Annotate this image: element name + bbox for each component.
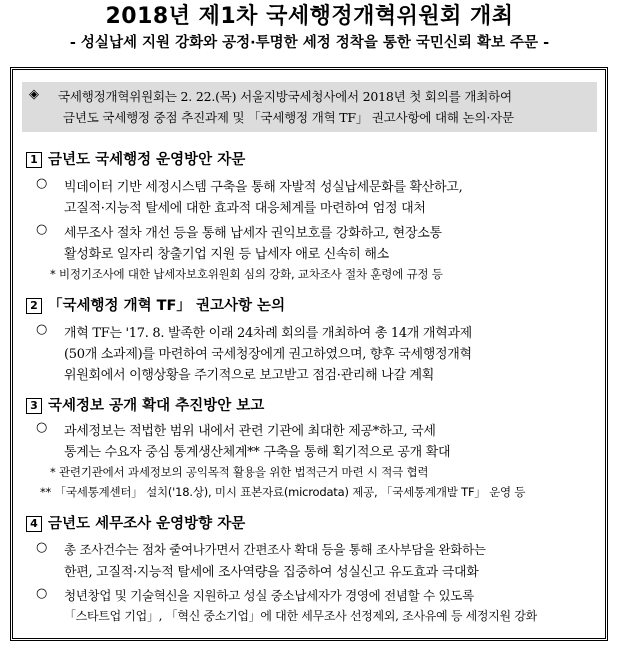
section-title: 국세정보 공개 확대 추진방안 보고 — [48, 398, 265, 414]
section-1-heading — [26, 148, 245, 169]
list-item-line: 한편, 고질적·지능적 탈세에 조사역량을 집중하여 성실신고 유도효과 극대화 — [64, 565, 479, 580]
circle-bullet-icon: ○ — [36, 322, 48, 337]
footnote: * 관련기관에서 과세정보의 공익목적 활용을 위한 법적근거 마련 시 적극 협력 — [50, 465, 429, 479]
page-subtitle: - 성실납세 지원 강화와 공정·투명한 세정 정착을 통한 국민신뢰 확보 주문 - — [69, 35, 550, 51]
section-number-1: 1 — [26, 152, 42, 168]
section-title: 「국세행정 개혁 TF」 권고사항 논의 — [48, 298, 286, 314]
list-item-line: 세무조사 절차 개선 등을 통해 납세자 권익보호를 강화하고, 현장소통 — [64, 226, 442, 241]
page-title: 2018년 제1차 국세행정개혁위원회 개최 — [105, 4, 514, 29]
summary-line-1: 국세행정개혁위원회는 2. 22.(목) 서울지방국세청사에서 2018년 첫 회의를 개최하여 — [58, 89, 512, 104]
section-number-3: 3 — [26, 398, 42, 414]
list-item-line: 총 조사건수는 점차 줄여나가면서 간편조사 확대 등을 통해 조사부담을 완화하는 — [64, 542, 486, 557]
circle-bullet-icon: ○ — [36, 222, 48, 237]
list-item-line: 고질적·지능적 탈세에 대한 효과적 대응체계를 마련하여 엄정 대처 — [64, 201, 426, 216]
section-2-heading — [26, 294, 285, 315]
footnote: * 비정기조사에 대한 납세자보호위원회 심의 강화, 교차조사 절차 훈령에 규정 등 — [50, 267, 443, 281]
section-3-heading — [26, 394, 264, 415]
circle-bullet-icon: ○ — [36, 540, 48, 555]
summary-line-2: 금년도 국세행정 중점 추진과제 및 「국세행정 개혁 TF」 권고사항에 대해 논의·자문 — [63, 110, 514, 125]
summary-box — [22, 82, 597, 132]
list-item-line: 빅데이터 기반 세정시스템 구축을 통해 자발적 성실납세문화를 확산하고, — [64, 180, 463, 195]
list-item-line: 위원회에서 이행상황을 주기적으로 보고받고 점검·관리해 나갈 계획 — [64, 368, 435, 383]
list-item-line: 청년창업 및 기술혁신을 지원하고 성실 중소납세자가 경영에 전념할 수 있도록 — [64, 588, 474, 603]
footnote: ** 「국세통계센터」 설치('18.상), 미시 표본자료(microdata) 제공, 「국세통계개발 TF」 운영 등 — [40, 485, 526, 499]
list-item-line: (50개 소과제)를 마련하여 국세청장에게 권고하였으며, 향후 국세행정개혁 — [64, 347, 472, 362]
list-item-line: 「스타트업 기업」, 「혁신 중소기업」에 대한 세무조사 선정제외, 조사유예 등 세정지원 강화 — [64, 609, 537, 623]
list-item-line: 과세정보는 적법한 범위 내에서 관련 기관에 최대한 제공*하고, 국세 — [64, 424, 436, 439]
section-number-2: 2 — [26, 298, 42, 314]
circle-bullet-icon: ○ — [36, 420, 48, 435]
list-item-line: 활성화로 일자리 창출기업 지원 등 납세자 애로 신속히 해소 — [64, 247, 389, 262]
section-title: 금년도 국세행정 운영방안 자문 — [48, 152, 246, 168]
section-4-heading — [26, 512, 245, 533]
list-item-line: 통계는 수요자 중심 통계생산체계** 구축을 통해 획기적으로 공개 확대 — [64, 445, 451, 460]
section-number-4: 4 — [26, 516, 42, 532]
circle-bullet-icon: ○ — [36, 586, 48, 601]
list-item-line: 개혁 TF는 '17. 8. 발족한 이래 24차례 회의를 개최하여 총 14개 개혁과제 — [64, 326, 472, 341]
circle-bullet-icon: ○ — [36, 176, 48, 191]
section-title: 금년도 세무조사 운영방향 자문 — [48, 516, 246, 532]
diamond-bullet-icon: ◈ — [29, 87, 39, 102]
